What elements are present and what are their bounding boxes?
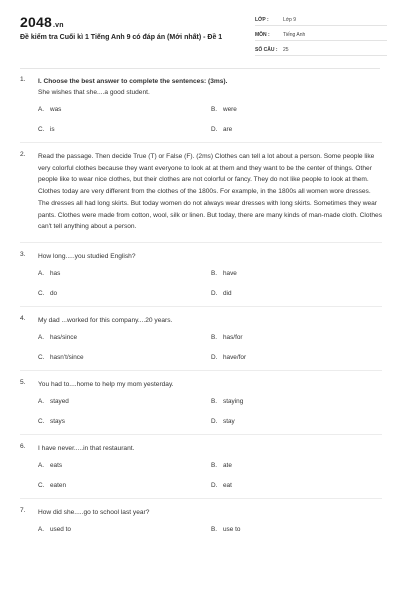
option-letter: A.	[38, 106, 45, 113]
question-heading	[38, 76, 382, 87]
question-2	[20, 151, 382, 233]
option-letter: A.	[38, 525, 45, 533]
option-b[interactable]	[211, 334, 384, 341]
option-text: have	[223, 269, 237, 277]
question-6	[20, 443, 382, 489]
option-d[interactable]	[211, 418, 384, 425]
question-5	[20, 379, 382, 425]
meta-value: 25	[283, 46, 289, 53]
answer-options	[38, 398, 382, 425]
option-text: eats	[50, 461, 63, 469]
option-b[interactable]	[211, 462, 384, 469]
option-text: has/since	[50, 333, 77, 341]
question-text: I have never.....in that restaurant.	[38, 444, 135, 452]
option-b[interactable]	[211, 398, 384, 405]
option-text: has/for	[223, 333, 243, 341]
question-divider	[20, 498, 382, 499]
option-letter: B.	[211, 106, 218, 113]
option-b[interactable]	[211, 526, 384, 533]
option-text: stayed	[50, 397, 69, 405]
option-letter: D.	[211, 481, 218, 489]
option-text: were	[223, 106, 237, 113]
option-letter: B.	[211, 525, 218, 533]
option-text: do	[50, 289, 58, 297]
question-number: 6.	[20, 442, 26, 450]
option-letter: C.	[38, 417, 45, 425]
option-text: stays	[50, 417, 65, 425]
option-letter: C.	[38, 481, 45, 489]
option-a[interactable]	[38, 462, 211, 469]
option-letter: A.	[38, 333, 45, 341]
meta-value: Tiếng Anh	[283, 31, 306, 38]
answer-options	[38, 106, 382, 133]
answer-options	[38, 526, 382, 533]
option-b[interactable]	[211, 270, 384, 277]
question-text: My dad ...worked for this company....20 years.	[38, 316, 173, 324]
option-letter: D.	[211, 126, 218, 133]
option-text: have/for	[223, 353, 247, 361]
option-text: was	[50, 106, 62, 113]
question-number: 3.	[20, 250, 26, 258]
meta-row-count	[255, 44, 387, 56]
document-title: Đề kiểm tra Cuối kì 1 Tiếng Anh 9 có đáp án (Mới nhất) - Đề 1	[20, 34, 223, 41]
option-d[interactable]	[211, 126, 384, 133]
option-text: is	[50, 126, 55, 133]
answer-options	[38, 270, 382, 297]
option-c[interactable]	[38, 482, 211, 489]
option-letter: B.	[211, 269, 218, 277]
meta-value: Lớp 9	[283, 16, 297, 23]
option-a[interactable]	[38, 106, 211, 113]
option-a[interactable]	[38, 334, 211, 341]
option-c[interactable]	[38, 290, 211, 297]
question-number: 2.	[20, 151, 26, 158]
question-7	[20, 507, 382, 533]
option-letter: D.	[211, 289, 218, 297]
question-text: You had to....home to help my mom yesterday.	[38, 380, 174, 388]
logo-suffix: .vn	[52, 22, 64, 29]
question-text: How did she.....go to school last year?	[38, 508, 150, 516]
option-text: stay	[223, 417, 235, 425]
question-divider	[20, 142, 382, 143]
meta-row-subject	[255, 29, 387, 41]
option-text: use to	[223, 525, 241, 533]
option-c[interactable]	[38, 126, 211, 133]
question-divider	[20, 306, 382, 307]
question-text: She wishes that she....a good student.	[38, 89, 150, 96]
reading-passage: Read the passage. Then decide True (T) or False (F). (2ms) Clothes can tell a lot about a person. Some people like very colorful clothes because they want everyone to look at at them and they want to be the center of things. Other people like to wear nice clothes, but their clothes are not colorful or fancy. They do not like people to look at them. Clothes today are very different from the clothes of the 1800s. For example, in the 1800s all women wore dresses. The dresses all had long skirts. But today women do not always wear dresses with long skirts. Sometimes they wear pants. Clothes were made from cotton, wool, silk or linen. But today, there are many kinds of man-made cloth. Clothes can't tell anything about a person.	[38, 153, 383, 231]
option-b[interactable]	[211, 106, 384, 113]
option-letter: B.	[211, 333, 218, 341]
option-letter: D.	[211, 353, 218, 361]
option-text: has	[50, 269, 61, 277]
question-number: 7.	[20, 506, 26, 514]
answer-options	[38, 462, 382, 489]
document-meta	[255, 14, 387, 59]
header	[0, 0, 400, 62]
question-divider	[20, 370, 382, 371]
option-d[interactable]	[211, 482, 384, 489]
header-divider	[20, 68, 380, 69]
option-c[interactable]	[38, 418, 211, 425]
option-letter: A.	[38, 461, 45, 469]
option-c[interactable]	[38, 354, 211, 361]
meta-label: SỐ CÂU :	[255, 46, 278, 53]
question-number: 5.	[20, 378, 26, 386]
question-divider	[20, 242, 382, 243]
question-list	[20, 76, 382, 533]
option-a[interactable]	[38, 526, 211, 533]
answer-options	[38, 334, 382, 361]
option-text: hasn't/since	[50, 353, 84, 361]
option-text: eat	[223, 481, 232, 489]
option-letter: B.	[211, 461, 218, 469]
option-letter: A.	[38, 269, 45, 277]
option-a[interactable]	[38, 270, 211, 277]
option-letter: C.	[38, 289, 45, 297]
option-text: eaten	[50, 481, 66, 489]
logo-main: 2048	[20, 14, 52, 30]
option-letter: B.	[211, 397, 218, 405]
question-3	[20, 251, 382, 297]
question-divider	[20, 434, 382, 435]
meta-label: MÔN :	[255, 31, 270, 38]
option-letter: C.	[38, 126, 45, 133]
question-1	[20, 76, 382, 133]
question-number: 1.	[20, 76, 26, 83]
option-text: used to	[50, 525, 71, 533]
option-letter: A.	[38, 397, 45, 405]
option-d[interactable]	[211, 290, 384, 297]
question-4	[20, 315, 382, 361]
question-text: How long.....you studied English?	[38, 252, 136, 260]
option-letter: C.	[38, 353, 45, 361]
option-letter: D.	[211, 417, 218, 425]
option-text: are	[223, 126, 233, 133]
option-text: ate	[223, 461, 232, 469]
question-number: 4.	[20, 314, 26, 322]
site-logo[interactable]	[20, 14, 64, 30]
option-text: did	[223, 289, 232, 297]
option-text: staying	[223, 397, 244, 405]
option-d[interactable]	[211, 354, 384, 361]
meta-label: LỚP :	[255, 16, 269, 23]
question-heading-text: I. Choose the best answer to complete the sentences: (3ms).	[38, 78, 228, 85]
meta-row-class	[255, 14, 387, 26]
option-a[interactable]	[38, 398, 211, 405]
